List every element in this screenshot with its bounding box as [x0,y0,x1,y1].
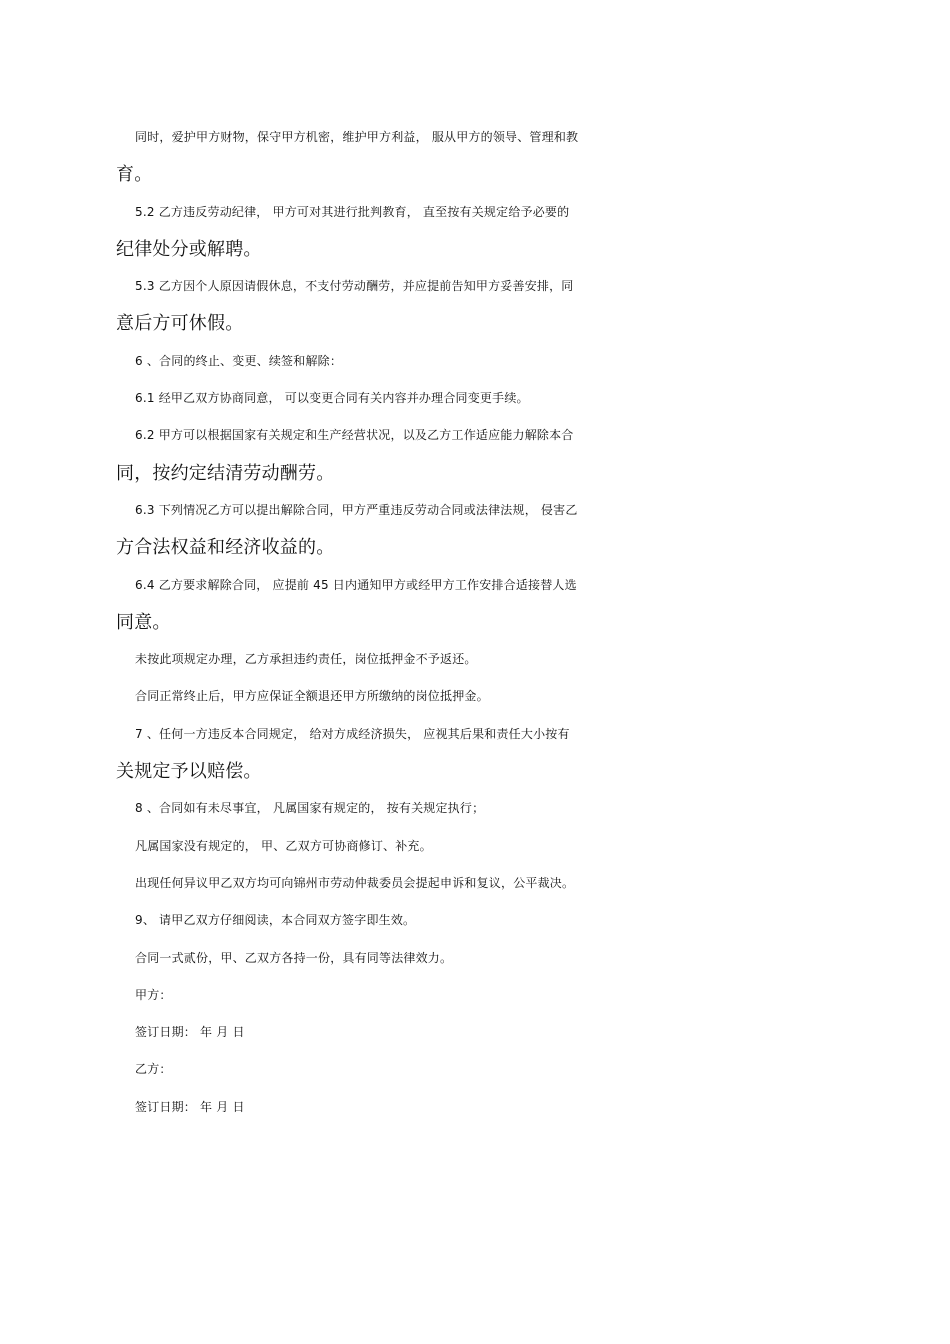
document-line: 6 、合同的终止、变更、续签和解除： [135,353,343,368]
document-line: 乙方： [135,1062,172,1077]
document-line: 意后方可休假。 [116,313,244,335]
document-line: 育。 [116,164,153,186]
document-line: 同时，爱护甲方财物，保守甲方机密，维护甲方利益， 服从甲方的领导、管理和教 [135,130,579,144]
document-line: 签订日期： 年 月 日 [135,1025,245,1040]
document-line: 合同正常终止后，甲方应保证全额退还甲方所缴纳的岗位抵押金。 [135,689,489,704]
document-line: 纪律处分或解聘。 [116,238,262,260]
document-line: 6.3 下列情况乙方可以提出解除合同，甲方严重违反劳动合同或法律法规， 侵害乙 [135,502,578,517]
document-line: 6.4 乙方要求解除合同， 应提前 45 日内通知甲方或经甲方工作安排合适接替人选 [135,577,577,592]
document-line: 7 、任何一方违反本合同规定， 给对方成经济损失， 应视其后果和责任大小按有 [135,726,570,741]
document-line: 未按此项规定办理，乙方承担违约责任，岗位抵押金不予返还。 [135,652,477,667]
document-line: 凡属国家没有规定的， 甲、乙双方可协商修订、补充。 [135,838,432,853]
document-line: 合同一式贰份，甲、乙双方各持一份，具有同等法律效力。 [135,950,453,965]
document-line: 6.1 经甲乙双方协商同意， 可以变更合同有关内容并办理合同变更手续。 [135,391,529,406]
document-line: 签订日期： 年 月 日 [135,1099,245,1114]
document-line: 甲方： [135,987,172,1002]
document-line: 5.2 乙方违反劳动纪律， 甲方可对其进行批判教育， 直至按有关规定给予必要的 [135,204,570,219]
document-line: 9、 请甲乙双方仔细阅读，本合同双方签字即生效。 [135,913,416,928]
document-body [116,119,840,1126]
document-line: 同意。 [116,611,171,633]
document-line: 出现任何异议甲乙双方均可向锦州市劳动仲裁委员会提起申诉和复议，公平裁决。 [135,875,575,890]
document-line: 6.2 甲方可以根据国家有关规定和生产经营状况，以及乙方工作适应能力解除本合 [135,428,574,443]
document-line: 同，按约定结清劳动酬劳。 [116,462,335,484]
document-line: 方合法权益和经济收益的。 [116,537,335,559]
document-line: 8 、合同如有未尽事宜， 凡属国家有规定的， 按有关规定执行； [135,801,485,816]
document-line: 关规定予以赔偿。 [116,761,262,783]
document-line: 5.3 乙方因个人原因请假休息，不支付劳动酬劳，并应提前告知甲方妥善安排，同 [135,279,574,294]
